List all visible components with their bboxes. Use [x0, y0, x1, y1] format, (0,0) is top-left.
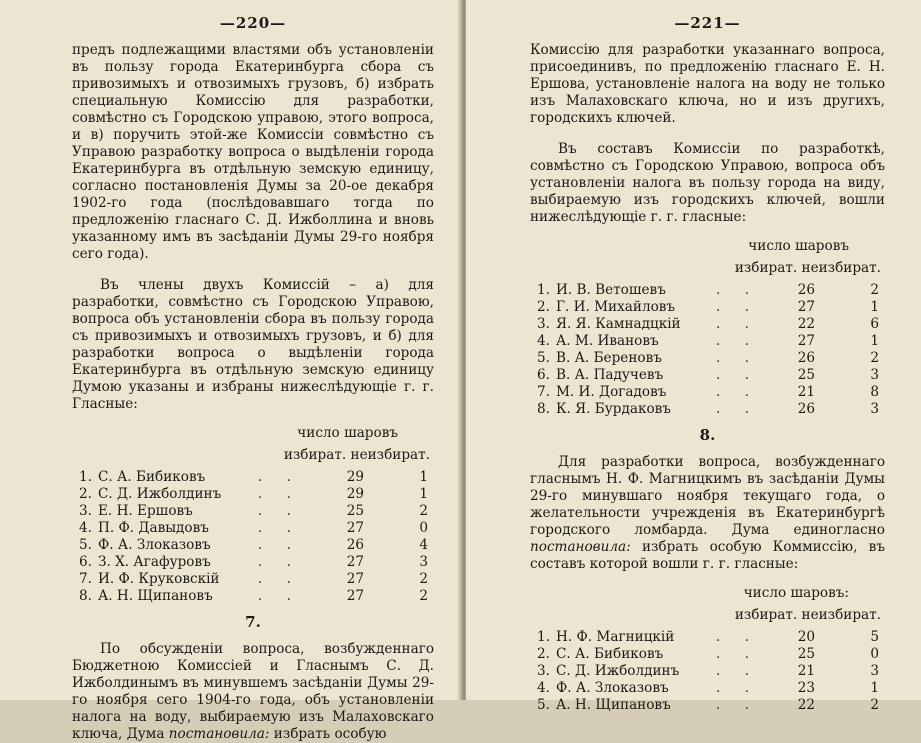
table-header-columns: избират. неизбират. — [734, 607, 881, 623]
table-row: 7. И. Ф. Круковскій . . 27 2 — [79, 571, 428, 587]
table-row: 4. Ф. А. Злоказовъ . . 23 1 — [537, 680, 879, 696]
table-row: 3. Я. Я. Камнадцкій . . 22 6 — [537, 316, 879, 332]
table-row: 2. С. Д. Ижболдинъ . . 29 1 — [79, 486, 428, 502]
table-row: 7. М. И. Догадовъ . . 21 8 — [537, 384, 879, 400]
table-row: 1. И. В. Ветошевъ . . 26 2 — [537, 282, 879, 298]
table-row: 1. Н. Ф. Магницкій . . 20 5 — [537, 629, 879, 645]
table-row: 8. К. Я. Бурдаковъ . . 26 3 — [537, 401, 879, 417]
vote-table — [530, 629, 885, 714]
emphasis: постановила: — [530, 539, 631, 555]
table-row: 6. З. Х. Агафуровъ . . 27 3 — [79, 554, 428, 570]
table-row: 4. П. Ф. Давыдовъ . . 27 0 — [79, 520, 428, 536]
paragraph: По обсужденіи вопроса, возбужденнаго Бюджетною Комиссіей и Гласнымъ С. Д. Ижболдинымъ въ минувшемъ засѣданіи Думы 29-го ноября сего 1904-го года, объ установленіи налога на воду, выбираемую изъ Малаховскаго ключа, Дума постановила: избрать особую — [72, 641, 434, 742]
table-row: 3. С. Д. Ижболдинъ . . 21 3 — [537, 663, 879, 679]
emphasis: постановила: — [168, 726, 270, 742]
table-row: 5. В. А. Береновъ . . 26 2 — [537, 350, 879, 366]
vote-table — [72, 469, 434, 605]
table-row: 3. Е. Н. Ершовъ . . 25 2 — [79, 503, 428, 519]
table-header-columns: избират. неизбират. — [283, 447, 430, 463]
table-row: 5. Ф. А. Злоказовъ . . 26 4 — [79, 537, 428, 553]
paragraph: Для разработки вопроса, возбужденнаго гласнымъ Н. Ф. Магницкимъ въ засѣданіи Думы 29-го минувшаго ноября текущаго года, о желательности учрежденія въ Екатеринбургѣ городского ломбарда. Дума единогласно постановила: избрать особую Коммиссію, въ составъ которой вошли г. г. гласные: — [530, 454, 885, 572]
table-header-count: число шаровъ — [297, 425, 398, 441]
table-row: 1. С. А. Бибиковъ . . 29 1 — [79, 469, 428, 485]
right-page — [466, 0, 921, 713]
page-number: —221— — [674, 14, 741, 32]
section-number: 7. — [245, 613, 261, 631]
paragraph: Комиссію для разработки указаннаго вопроса, присоединивъ, по предложенію гласнаго Е. Н. Ершова, установленіе налога на воду не только изъ Малаховскаго ключа, но и изъ другихъ, городскихъ ключей. — [530, 42, 885, 126]
table-row: 8. А. Н. Щипановъ . . 27 2 — [79, 588, 428, 604]
section-number: 8. — [699, 426, 716, 444]
table-header-count: число шаровъ: — [743, 585, 849, 601]
table-row: 5. А. Н. Щипановъ . . 22 2 — [537, 697, 879, 713]
paragraph: предъ подлежащими властями объ установленіи въ пользу города Екатеринбурга сбора съ привозимыхъ и отвозимыхъ грузовъ, б) избрать специальную Комиссію для разработки, совмѣстно съ Городскою управою, этого вопроса, и в) поручить этой-же Комиссіи совмѣстно съ Управою разработку вопроса о выдѣленіи города Екатеринбурга въ отдѣльную земскую единицу, согласно постановленія Думы за 20-ое декабря 1902-го года (послѣдовавшаго тогда по предложенію гласнаго С. Д. Ижболлина и вновь указанному имъ въ засѣданіи Думы 29-го ноября сего года). — [72, 42, 434, 262]
table-row: 2. Г. И. Михайловъ . . 27 1 — [537, 299, 879, 315]
vote-table — [530, 282, 885, 418]
paragraph: Въ члены двухъ Комиссій – а) для разработки, совмѣстно съ Городскою Управою, вопроса объ установленіи сбора въ пользу города съ привозимыхъ и отвозимыхъ грузовъ, и б) для разработки вопроса о выдѣленіи города Екатеринбурга въ отдѣльную земскую единицу Думою указаны и избраны нижеслѣдующіе г. г. Гласные: — [72, 277, 434, 412]
table-row: 4. А. М. Ивановъ . . 27 1 — [537, 333, 879, 349]
table-row: 2. С. А. Бибиковъ . . 25 0 — [537, 646, 879, 662]
table-row: 6. В. А. Падучевъ . . 25 3 — [537, 367, 879, 383]
table-header-count: число шаровъ — [748, 238, 849, 254]
table-header-columns: избират. неизбират. — [734, 260, 881, 276]
page-number: —220— — [219, 14, 287, 32]
paragraph: Въ составъ Комиссіи по разработкѣ, совмѣстно съ Городскою Управою, вопроса объ установленіи налога въ пользу города на виду, выбираемую изъ городскихъ ключей, вошли нижеслѣдующіе г. г. гласные: — [530, 141, 885, 225]
